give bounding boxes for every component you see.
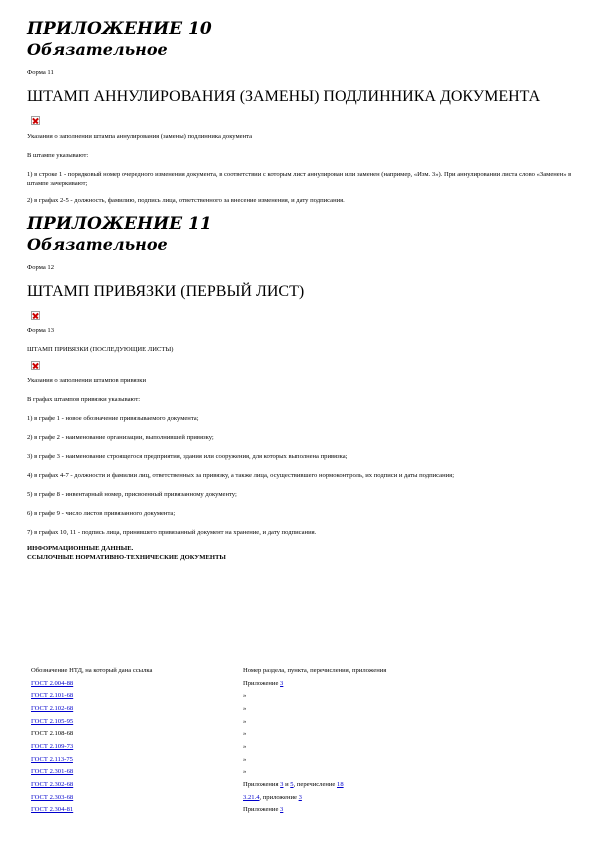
stamp-binding-first-title: ШТАМП ПРИВЯЗКИ (ПЕРВЫЙ ЛИСТ) bbox=[27, 283, 305, 300]
binding-item: 1) в графе 1 - новое обозначение привязываемого документа; bbox=[27, 415, 199, 422]
table-cell-doc bbox=[27, 756, 243, 763]
document-link[interactable]: ГОСТ 2.304-81 bbox=[31, 806, 74, 814]
info-heading: ИНФОРМАЦИОННЫЕ ДАННЫЕ. bbox=[27, 545, 134, 552]
table-row bbox=[27, 689, 572, 702]
reference-text: » bbox=[243, 768, 247, 776]
broken-image-icon bbox=[31, 361, 40, 370]
table-cell-ref bbox=[243, 680, 572, 687]
table-row bbox=[27, 740, 572, 753]
document-link[interactable]: ГОСТ 2.109-73 bbox=[31, 742, 74, 750]
table-cell-ref bbox=[243, 768, 572, 775]
reference-text: , приложение bbox=[259, 793, 299, 801]
form-13-label: Форма 13 bbox=[27, 327, 54, 334]
table-cell-ref bbox=[243, 718, 572, 725]
reference-text: и bbox=[283, 781, 291, 789]
reference-text: » bbox=[243, 755, 247, 763]
document-ref-text: ГОСТ 2.108-68 bbox=[31, 730, 74, 738]
binding-item: 4) в графах 4-7 - должности и фамилии лиц, ответственных за привязку, а также лица, осуществившего нормоконтроль, их подписи и даты подписания; bbox=[27, 472, 455, 479]
table-row bbox=[27, 804, 572, 817]
reference-link[interactable]: 3 bbox=[280, 806, 284, 814]
document-link[interactable]: ГОСТ 2.113-75 bbox=[31, 755, 73, 763]
table-row bbox=[27, 766, 572, 779]
document-page bbox=[27, 18, 572, 562]
reference-link[interactable]: 3.21.4 bbox=[243, 793, 260, 801]
reference-link[interactable]: 3 bbox=[298, 793, 302, 801]
stamp-cancellation-title: ШТАМП АННУЛИРОВАНИЯ (ЗАМЕНЫ) ПОДЛИННИКА ДОКУМЕНТА bbox=[27, 88, 541, 105]
table-body bbox=[27, 677, 572, 817]
document-link[interactable]: ГОСТ 2.303-68 bbox=[31, 793, 74, 801]
table-header-row bbox=[27, 664, 572, 677]
references-heading: ССЫЛОЧНЫЕ НОРМАТИВНО-ТЕХНИЧЕСКИЕ ДОКУМЕНТЫ bbox=[27, 554, 226, 561]
appendix-11-title: ПРИЛОЖЕНИЕ 11 bbox=[27, 214, 212, 234]
binding-intro: В графах штампов привязки указывают: bbox=[27, 396, 141, 403]
table-cell-doc bbox=[27, 680, 243, 687]
stamp-cancellation-intro: В штампе указывают: bbox=[27, 152, 89, 159]
table-cell-ref bbox=[243, 743, 572, 750]
reference-text: » bbox=[243, 742, 247, 750]
table-header-cell: Номер раздела, пункта, перечисления, приложения bbox=[243, 666, 387, 674]
table-cell-doc bbox=[27, 705, 243, 712]
table-cell-doc bbox=[27, 730, 243, 737]
table-cell-ref bbox=[243, 806, 572, 813]
reference-text: » bbox=[243, 704, 247, 712]
reference-link[interactable]: 5 bbox=[290, 781, 294, 789]
broken-image-icon bbox=[31, 311, 40, 320]
appendix-10-subtitle: Обязательное bbox=[27, 40, 168, 59]
document-link[interactable]: ГОСТ 2.302-68 bbox=[31, 781, 74, 789]
table-cell-ref bbox=[243, 730, 572, 737]
table-cell-doc bbox=[27, 806, 243, 813]
stamp-binding-next-title: ШТАМП ПРИВЯЗКИ (ПОСЛЕДУЮЩИЕ ЛИСТЫ) bbox=[27, 346, 174, 353]
binding-item: 7) в графах 10, 11 - подпись лица, принявшего привязанный документ на хранение, и дату подписания. bbox=[27, 529, 317, 536]
table-row bbox=[27, 702, 572, 715]
table-cell-ref bbox=[243, 794, 572, 801]
document-link[interactable]: ГОСТ 2.105-95 bbox=[31, 717, 74, 725]
broken-image-icon bbox=[31, 116, 40, 125]
reference-link[interactable]: 18 bbox=[337, 781, 344, 789]
table-row bbox=[27, 715, 572, 728]
table-row bbox=[27, 753, 572, 766]
table-cell-doc bbox=[27, 768, 243, 775]
table-cell-doc bbox=[27, 781, 243, 788]
table-cell-doc bbox=[27, 794, 243, 801]
table-row bbox=[27, 778, 572, 791]
appendix-10-title: ПРИЛОЖЕНИЕ 10 bbox=[27, 19, 212, 39]
binding-instructions: Указания о заполнении штампов привязки bbox=[27, 377, 146, 384]
table-cell-ref bbox=[243, 781, 572, 788]
form-11-label: Форма 11 bbox=[27, 69, 54, 76]
document-link[interactable]: ГОСТ 2.301-68 bbox=[31, 768, 74, 776]
document-link[interactable]: ГОСТ 2.101-68 bbox=[31, 692, 74, 700]
binding-item: 6) в графе 9 - число листов привязанного документа; bbox=[27, 510, 176, 517]
document-link[interactable]: ГОСТ 2.102-68 bbox=[31, 704, 74, 712]
reference-text: Приложение bbox=[243, 679, 281, 687]
binding-item: 3) в графе 3 - наименование строящегося предприятия, здания или сооружения, для которых выполнена привязка; bbox=[27, 453, 348, 460]
reference-text: , перечисление bbox=[293, 781, 338, 789]
table-cell-doc bbox=[27, 718, 243, 725]
document-link[interactable]: ГОСТ 2.004-88 bbox=[31, 679, 74, 687]
table-header-cell: Обозначение НТД, на который дана ссылка bbox=[31, 666, 153, 674]
reference-text: Приложение bbox=[243, 806, 281, 814]
table-row bbox=[27, 727, 572, 740]
reference-text: Приложения bbox=[243, 781, 281, 789]
stamp-cancellation-instructions: Указания о заполнении штампа аннулирования (замены) подлинника документа bbox=[27, 133, 253, 140]
table-cell-ref bbox=[243, 692, 572, 699]
table-cell-ref bbox=[243, 705, 572, 712]
stamp-cancellation-item-1: 1) в строке 1 - порядковый номер очередного изменения документа, в соответствии с которым лист аннулирован или заменен (например, «Изм. 3»). При аннулировании листа слово «Заменен» в штампе зачеркивают; bbox=[27, 171, 572, 187]
form-12-label: Форма 12 bbox=[27, 264, 54, 271]
stamp-cancellation-item-2: 2) в графах 2-5 - должность, фамилию, подпись лица, ответственного за внесение изменения, и дату подписания. bbox=[27, 197, 345, 204]
reference-text: » bbox=[243, 692, 247, 700]
table-row bbox=[27, 677, 572, 690]
binding-item: 5) в графе 8 - инвентарный номер, присвоенный привязанному документу; bbox=[27, 491, 237, 498]
appendix-11-subtitle: Обязательное bbox=[27, 235, 168, 254]
reference-link[interactable]: 3 bbox=[280, 679, 284, 687]
table-cell-ref bbox=[243, 756, 572, 763]
table-cell-doc bbox=[27, 692, 243, 699]
table-cell-doc bbox=[27, 743, 243, 750]
references-table bbox=[27, 664, 572, 816]
binding-item: 2) в графе 2 - наименование организации, выполнившей привязку; bbox=[27, 434, 214, 441]
reference-text: » bbox=[243, 730, 247, 738]
reference-text: » bbox=[243, 717, 247, 725]
reference-link[interactable]: 3 bbox=[280, 781, 284, 789]
table-row bbox=[27, 791, 572, 804]
